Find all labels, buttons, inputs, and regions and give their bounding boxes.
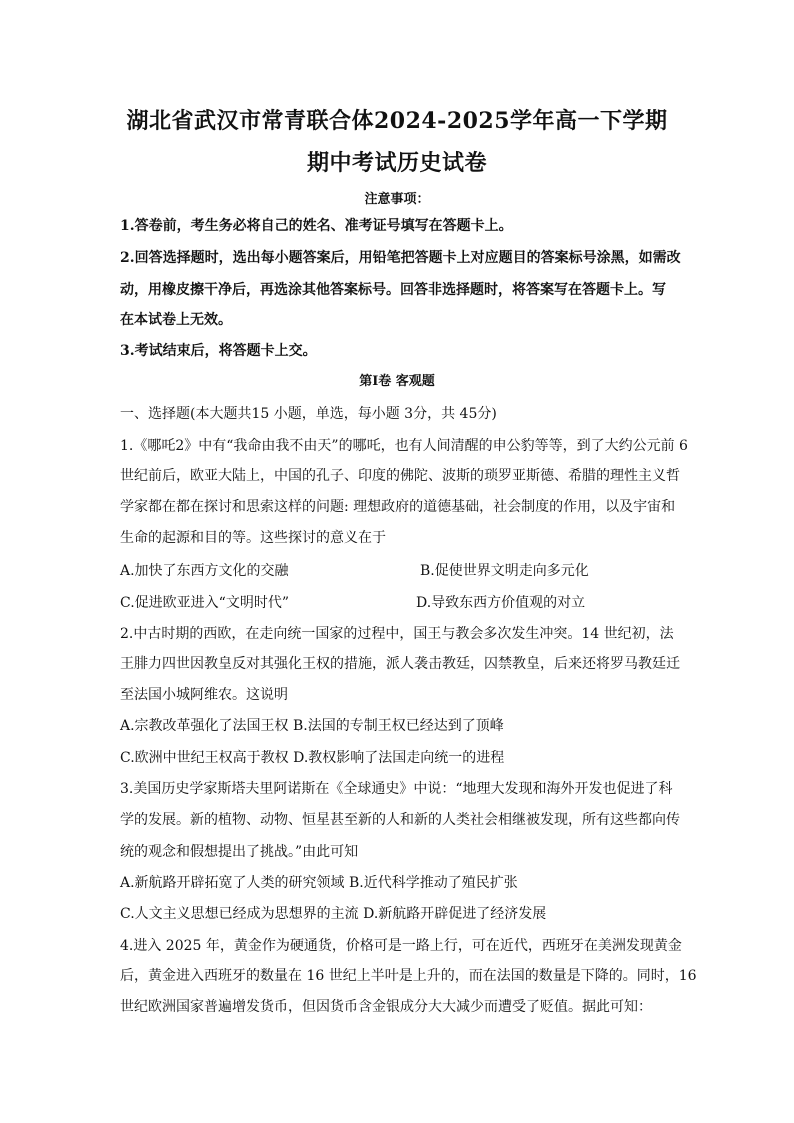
notice-heading: 注意事项： <box>364 192 430 207</box>
q1-line4: 生命的起源和目的等。这些探讨的意义在于 <box>120 530 386 546</box>
q4-line2: 后，黄金进入西班牙的数量在 16 世纪上半叶是上升的，而在法国的数量是下降的。同时，16 <box>120 968 697 984</box>
q1-line3: 学家都在都在探讨和思索这样的问题: 理想政府的道德基础，社会制度的作用，以及宇宙和 <box>120 499 676 515</box>
exam-title-line2: 期中考试历史试卷 <box>306 150 487 176</box>
notice-item-2-line3: 在本试卷上无效。 <box>120 312 232 328</box>
notice-item-2-line1: 2.回答选择题时，选出每小题答案后，用铅笔把答题卡上对应题目的答案标号涂黑，如需改 <box>120 250 681 266</box>
q1-option-d: D.导致东西方价值观的对立 <box>416 595 586 611</box>
q3-line3: 统的观念和假想提出了挑战。”由此可知 <box>120 844 359 860</box>
part-title: 一、选择题(本大题共15 小题，单选，每小题 3分，共 45分) <box>120 406 497 422</box>
q3-options-cd: C.人文主义思想已经成为思想界的主流 D.新航路开辟促进了经济发展 <box>120 906 547 922</box>
q2-options-cd: C.欧洲中世纪王权高于教权 D.教权影响了法国走向统一的进程 <box>120 750 505 766</box>
q2-line3: 至法国小城阿维农。这说明 <box>120 687 288 703</box>
q2-line1: 2.中古时期的西欧，在走向统一国家的过程中，国王与教会多次发生冲突。14 世纪初，法 <box>120 626 674 642</box>
q3-line1: 3.美国历史学家斯塔夫里阿诺斯在《全球通史》中说：“地理大发现和海外开发也促进了科 <box>120 781 673 797</box>
notice-item-3: 3.考试结束后，将答题卡上交。 <box>120 343 317 359</box>
notice-item-1: 1.答卷前，考生务必将自己的姓名、准考证号填写在答题卡上。 <box>120 218 513 234</box>
q1-option-b: B.促使世界文明走向多元化 <box>420 563 589 579</box>
q2-options-ab: A.宗教改革强化了法国王权 B.法国的专制王权已经达到了顶峰 <box>120 718 504 734</box>
q1-line2: 世纪前后，欧亚大陆上，中国的孔子、印度的佛陀、波斯的琐罗亚斯德、希腊的理性主义哲 <box>120 468 680 484</box>
q4-line3: 世纪欧洲国家普遍增发货币，但因货币含金银成分大大减少而遭受了贬值。据此可知： <box>120 999 652 1015</box>
q3-line2: 学的发展。新的植物、动物、恒星甚至新的人和新的人类社会相继被发现，所有这些都向传 <box>120 812 680 828</box>
q4-line1: 4.进入 2025 年，黄金作为硬通货，价格可是一路上行，可在近代，西班牙在美洲发现黄金 <box>120 938 682 954</box>
exam-title-line1: 湖北省武汉市常青联合体2024-2025学年高一下学期 <box>126 108 668 134</box>
q1-line1: 1.《哪吒2》中有“我命由我不由天”的哪吒，也有人间清醒的申公豹等等，到了大约公元前 6 <box>120 438 688 454</box>
q1-option-c: C.促进欧亚进入“文明时代” <box>120 595 289 611</box>
q3-options-ab: A.新航路开辟拓宽了人类的研究领域 B.近代科学推动了殖民扩张 <box>120 875 518 891</box>
q2-line2: 王腓力四世因教皇反对其强化王权的措施，派人袭击教廷，囚禁教皇，后来还将罗马教廷迁 <box>120 656 680 672</box>
section-title: 第Ⅰ卷 客观题 <box>359 374 435 389</box>
notice-item-2-line2: 动，用橡皮擦干净后，再选涂其他答案标号。回答非选择题时，将答案写在答题卡上。写 <box>120 282 666 298</box>
q1-option-a: A.加快了东西方文化的交融 <box>120 563 289 579</box>
